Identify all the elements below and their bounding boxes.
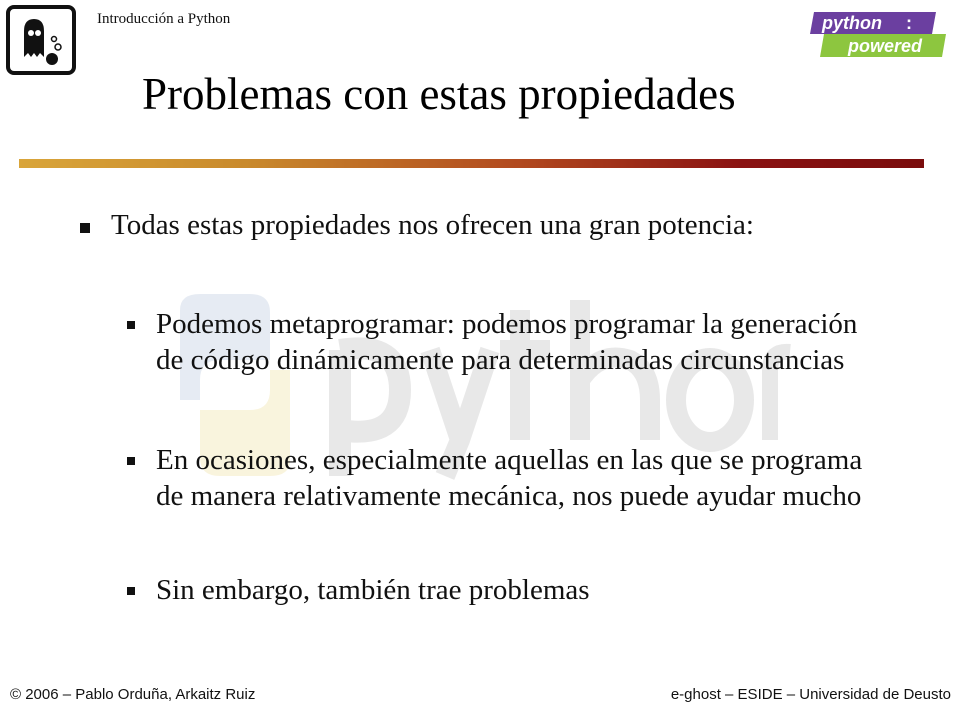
footer-copyright: © 2006 – Pablo Orduña, Arkaitz Ruiz: [10, 686, 256, 703]
slide-title: Problemas con estas propiedades: [142, 69, 736, 119]
bullet-level2-item: En ocasiones, especialmente aquellas en las que se programa de manera relativamente mecánica, nos puede ayudar mucho: [156, 444, 863, 512]
footer-institution: e-ghost – ESIDE – Universidad de Deusto: [670, 686, 951, 703]
python-powered-logo: [808, 8, 948, 60]
svg-text::: :: [906, 13, 912, 33]
square-bullet-icon: [127, 457, 135, 465]
logo-text-top: python: [822, 13, 882, 33]
square-bullet-icon: [127, 587, 135, 595]
square-bullet-icon: [80, 223, 90, 233]
logo-text-bottom: powered: [848, 36, 923, 56]
ghost-logo-icon: [6, 5, 76, 75]
bullet-level2-item: Sin embargo, también trae problemas: [156, 574, 590, 606]
title-divider: [19, 159, 924, 168]
square-bullet-icon: [127, 321, 135, 329]
course-title: Introducción a Python: [97, 11, 231, 27]
bullet-level2-item: Podemos metaprogramar: podemos programar la generación de código dinámicamente para determinadas circunstancias: [156, 308, 858, 376]
ghost-logo-graphic: [10, 9, 72, 71]
bullet-level1-item: Todas estas propiedades nos ofrecen una gran potencia:: [111, 209, 754, 241]
